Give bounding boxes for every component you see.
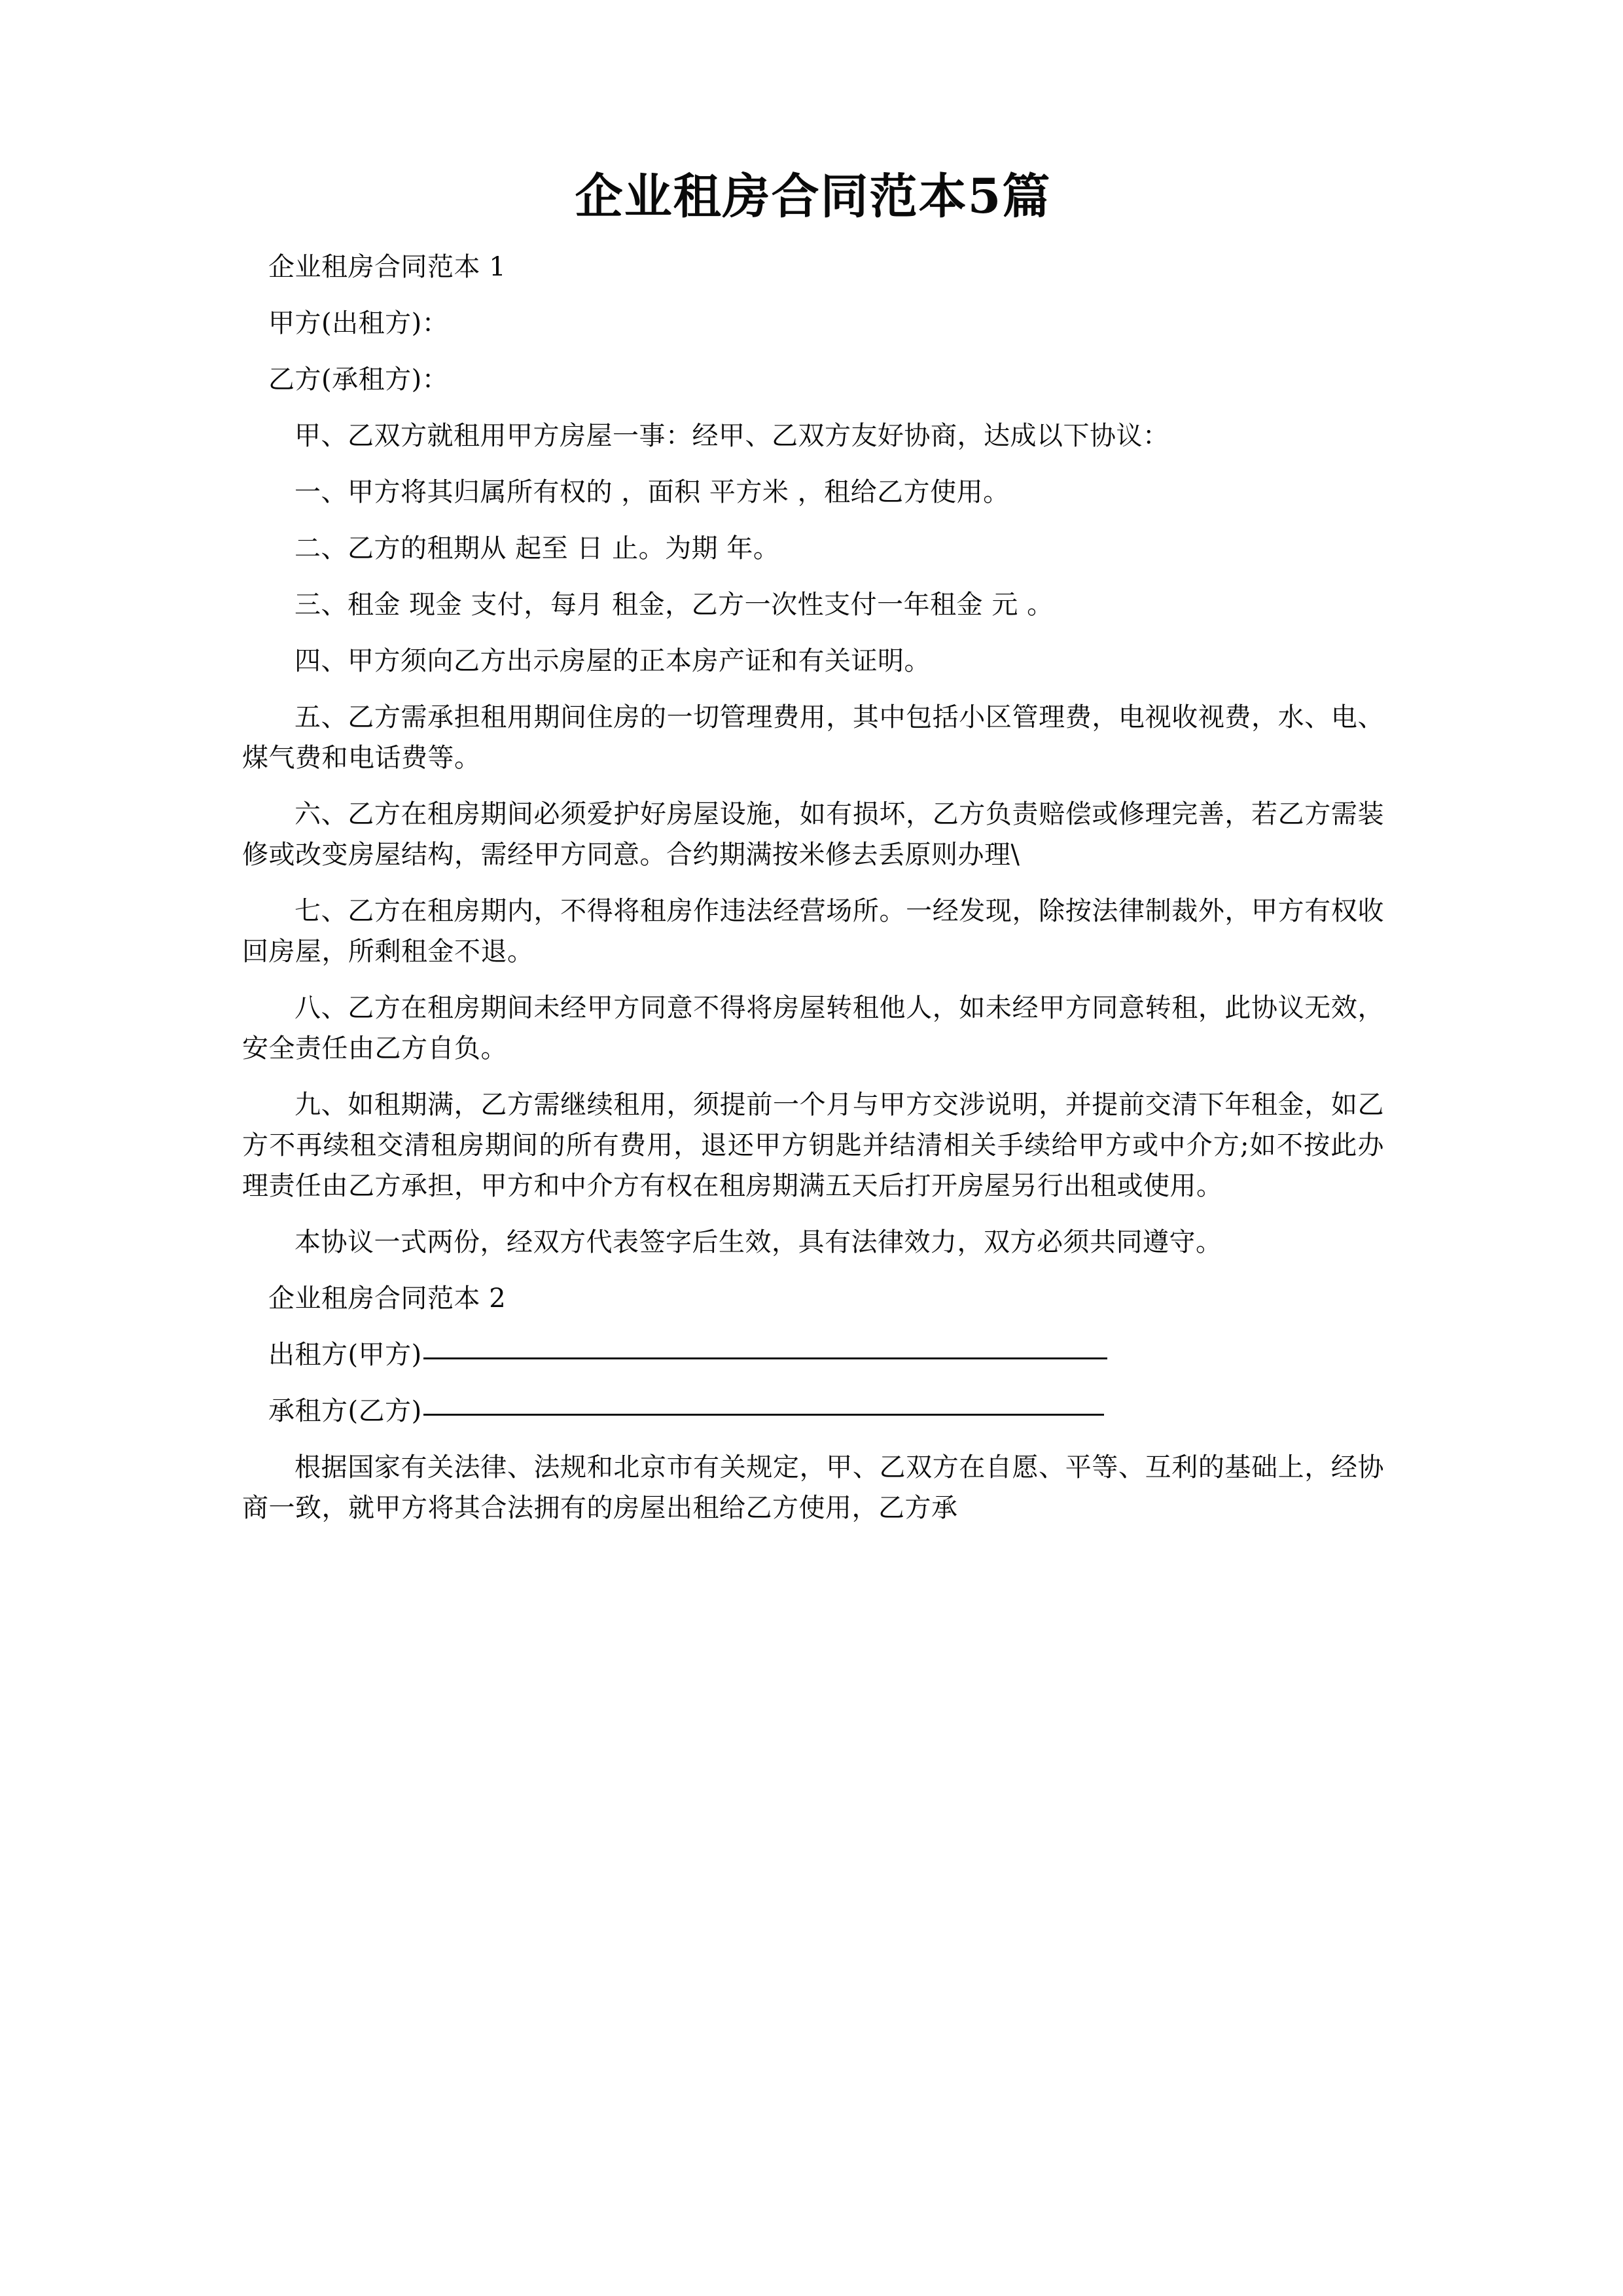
lessor-label: 出租方(甲方): [268, 1339, 422, 1370]
clause-nine: 九、如租期满，乙方需继续租用，须提前一个月与甲方交涉说明，并提前交清下年租金，如乙方不再续租交清租房期间的所有费用，退还甲方钥匙并结清相关手续给甲方或中介方;如不按此办理责任由乙方承担，甲方和中介方有权在租房期满五天后打开房屋另行出租或使用。: [242, 1089, 1384, 1201]
lessee-signature-row: [242, 1391, 1384, 1431]
clause-six: 六、乙方在租房期间必须爱护好房屋设施，如有损坏，乙方负责赔偿或修理完善，若乙方需装修或改变房屋结构，需经甲方同意。合约期满按米修去丢原则办理\: [242, 798, 1384, 870]
closing-paragraph: 本协议一式两份，经双方代表签字后生效，具有法律效力，双方必须共同遵守。: [294, 1227, 1222, 1257]
section-label-sample-2: 企业租房合同范本 2: [268, 1283, 507, 1314]
clause-seven: 七、乙方在租房期内，不得将租房作违法经营场所。一经发现，除按法律制裁外，甲方有权收回房屋，所剩租金不退。: [242, 895, 1384, 967]
section-label-sample-1: 企业租房合同范本 1: [268, 251, 507, 282]
legal-basis-paragraph: 根据国家有关法律、法规和北京市有关规定，甲、乙双方在自愿、平等、互利的基础上，经协商一致，就甲方将其合法拥有的房屋出租给乙方使用，乙方承: [242, 1452, 1384, 1523]
clause-four: 四、甲方须向乙方出示房屋的正本房产证和有关证明。: [294, 645, 931, 676]
party-b-label: 乙方(承租方)：: [268, 364, 449, 395]
clause-five: 五、乙方需承担租用期间住房的一切管理费用，其中包括小区管理费，电视收视费，水、电、煤气费和电话费等。: [242, 702, 1384, 773]
lessor-signature-row: [242, 1335, 1384, 1375]
lessee-signature-rule[interactable]: [423, 1414, 1104, 1416]
lessee-label: 承租方(乙方): [268, 1395, 422, 1426]
clause-three: 三、租金 现金 支付，每月 租金，乙方一次性支付一年租金 元 。: [294, 589, 1054, 620]
page-content: [242, 0, 1384, 1528]
document-body: [242, 247, 1384, 1528]
party-a-label: 甲方(出租方)：: [268, 308, 449, 338]
clause-one: 一、甲方将其归属所有权的 ，面积 平方米 ，租给乙方使用。: [294, 476, 1010, 507]
page-title: 企业租房合同范本5篇: [575, 168, 1052, 224]
lessor-signature-rule[interactable]: [423, 1357, 1107, 1359]
clause-eight: 八、乙方在租房期间未经甲方同意不得将房屋转租他人，如未经甲方同意转租，此协议无效，安全责任由乙方自负。: [242, 992, 1384, 1064]
preamble-paragraph: 甲、乙双方就租用甲方房屋一事：经甲、乙双方友好协商，达成以下协议：: [294, 420, 1169, 451]
clause-two: 二、乙方的租期从 起至 日 止。为期 年。: [294, 533, 780, 564]
